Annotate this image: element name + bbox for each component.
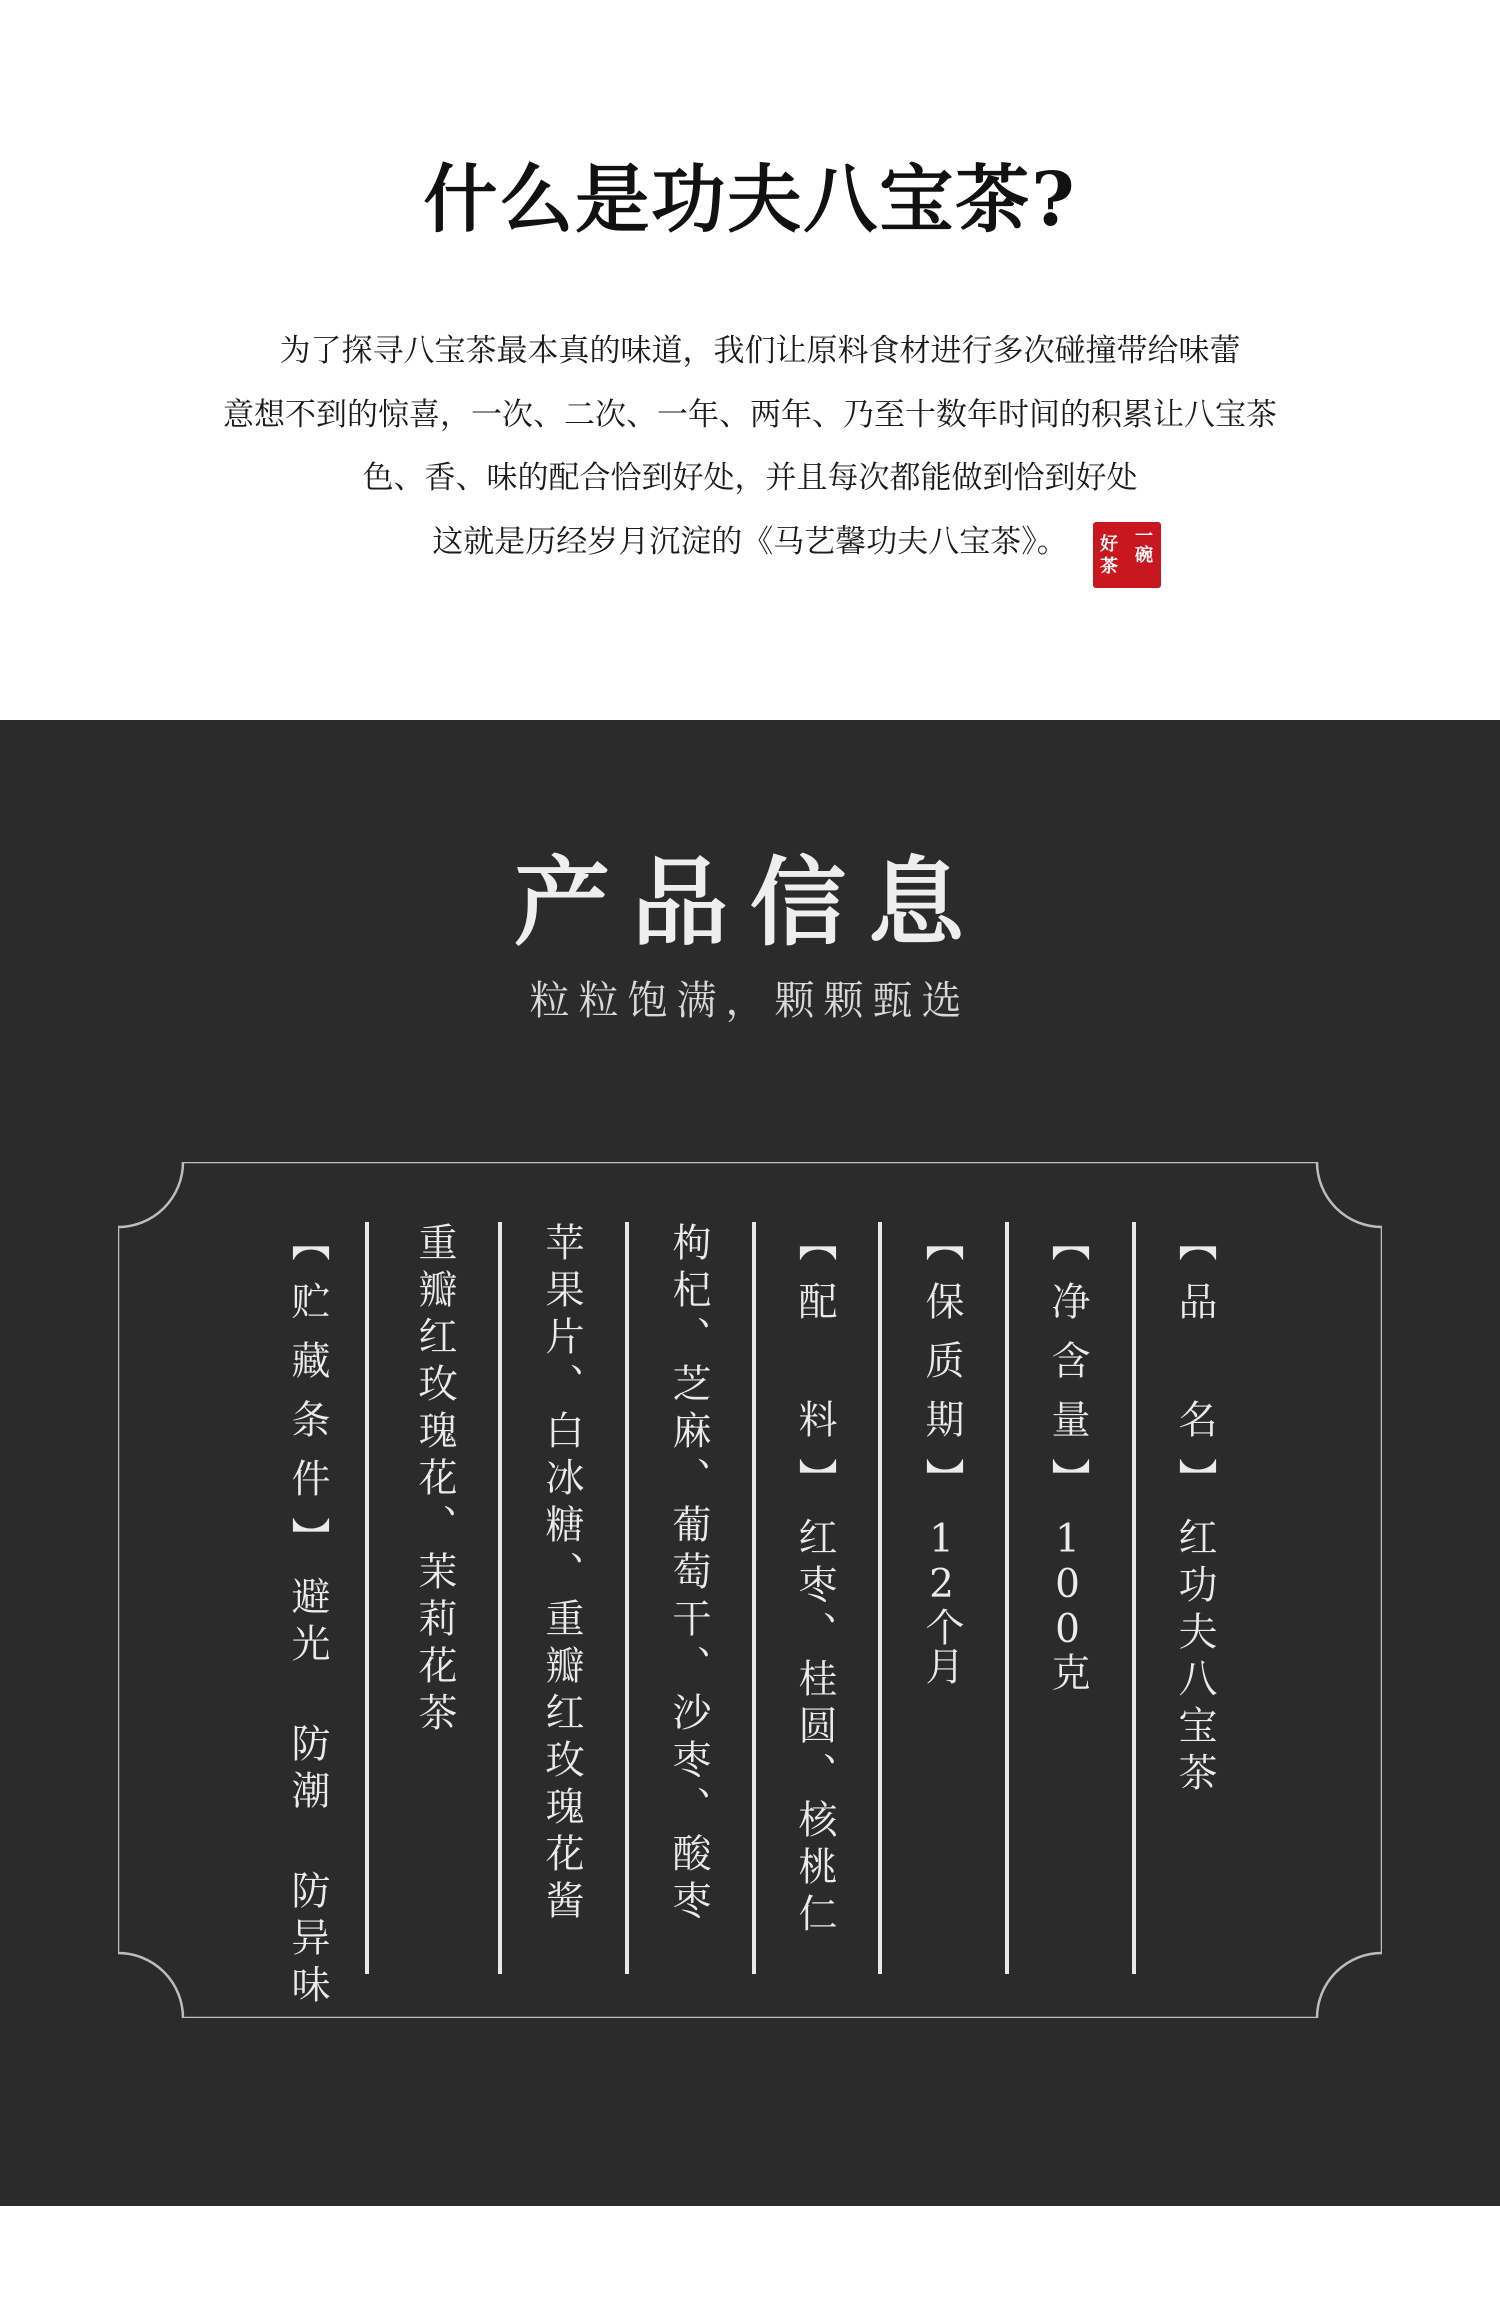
spec-value: 避光 防潮 防异味: [285, 1576, 330, 2011]
product-info-title: 产品信息: [514, 846, 986, 959]
red-seal-stamp: [1093, 522, 1161, 588]
spec-ingredients-cont: [539, 1222, 584, 1927]
seal-char: 好: [1100, 534, 1118, 555]
intro-paragraph-line: 为了探寻八宝茶最本真的味道，我们让原料食材进行多次碰撞带给味蕾: [279, 333, 1241, 369]
intro-section: [0, 0, 1500, 720]
product-info-subtitle: 粒粒饱满，颗颗甄选: [529, 978, 971, 1024]
bottom-margin: [0, 2206, 1500, 2322]
seal-char: 茶: [1100, 556, 1118, 577]
spec-label: 【保质期】: [919, 1222, 964, 1517]
spec-shelf-life: [919, 1222, 964, 1685]
spec-label: 【净含量】: [1045, 1222, 1090, 1517]
column-divider: [365, 1222, 369, 1974]
intro-paragraph-line: 这就是历经岁月沉淀的《马艺馨功夫八宝茶》。: [432, 524, 1068, 560]
column-divider: [1132, 1222, 1136, 1974]
column-divider: [878, 1222, 882, 1974]
spec-value: 重瓣红玫瑰花、茉莉花茶: [412, 1222, 457, 1739]
spec-ingredients: [792, 1222, 837, 1940]
spec-value: 红枣、桂圆、核桃仁: [792, 1517, 837, 1940]
spec-storage: [285, 1222, 330, 2011]
seal-char: 一: [1135, 526, 1153, 547]
spec-value: 12个月: [919, 1517, 964, 1685]
spec-label: 【贮藏条件】: [285, 1222, 330, 1576]
intro-title: 什么是功夫八宝茶?: [423, 157, 1077, 243]
column-divider: [752, 1222, 756, 1974]
spec-name: [1172, 1222, 1217, 1799]
spec-value: 枸杞、芝麻、葡萄干、沙枣、酸枣: [666, 1222, 711, 1927]
column-divider: [625, 1222, 629, 1974]
spec-value: 苹果片、白冰糖、重瓣红玫瑰花酱: [539, 1222, 584, 1927]
intro-paragraph-line: 色、香、味的配合恰到好处，并且每次都能做到恰到好处: [362, 460, 1138, 496]
spec-label: 【配 料】: [792, 1222, 837, 1517]
spec-ingredients-cont: [666, 1222, 711, 1927]
spec-net-content: [1045, 1222, 1090, 1691]
column-divider: [498, 1222, 502, 1974]
seal-char: 碗: [1135, 545, 1153, 566]
column-divider: [1005, 1222, 1009, 1974]
intro-paragraph-line: 意想不到的惊喜，一次、二次、一年、两年、乃至十数年时间的积累让八宝茶: [223, 397, 1277, 433]
spec-value: 红功夫八宝茶: [1172, 1517, 1217, 1799]
spec-label: 【品 名】: [1172, 1222, 1217, 1517]
spec-ingredients-cont: [412, 1222, 457, 1739]
spec-value: 100克: [1045, 1517, 1090, 1691]
product-info-section: [0, 720, 1500, 2206]
